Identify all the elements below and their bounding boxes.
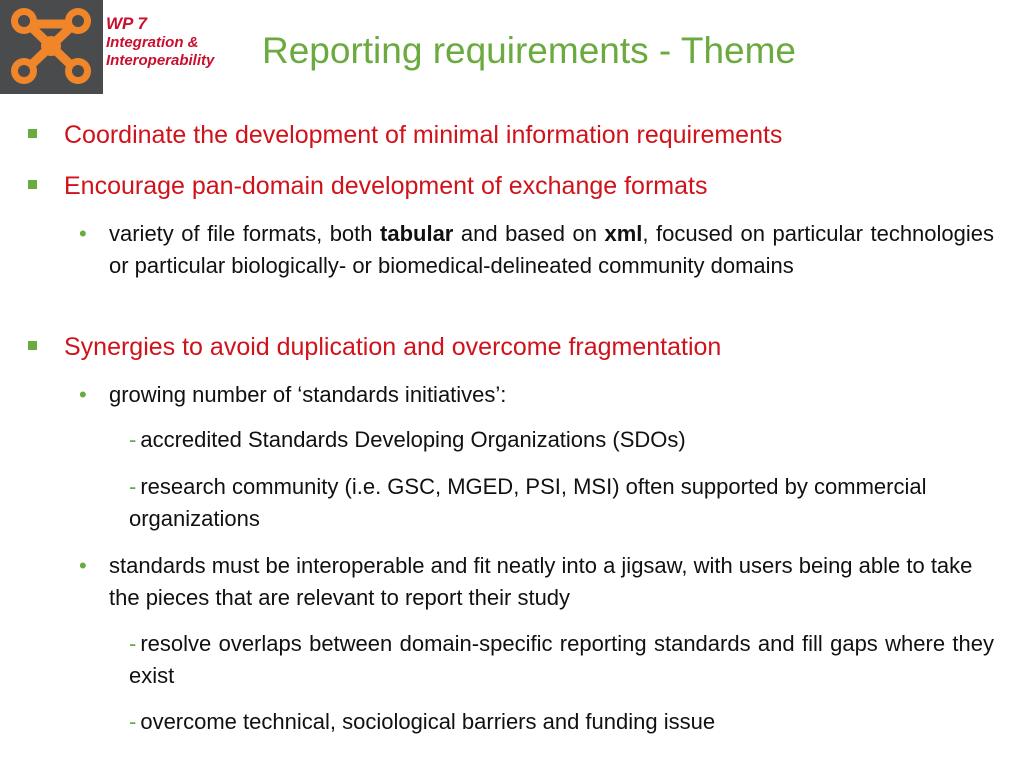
sub-bullet-text: standards must be interoperable and fit neatly into a jigsaw, with users being able to take the pieces that are relevant to report their study (109, 553, 973, 610)
dash-item (129, 706, 994, 738)
sub-bullet-text: and based on (453, 221, 605, 246)
bullet-item (64, 332, 994, 362)
bold-term: xml (604, 221, 643, 246)
bullet-text: Coordinate the development of minimal information requirements (64, 121, 783, 149)
work-package-label (106, 14, 214, 70)
dash-text: overcome technical, sociological barriers and funding issue (140, 709, 716, 734)
square-bullet-icon (28, 129, 37, 138)
dot-bullet-icon: • (79, 382, 87, 407)
slide-title: Reporting requirements - Theme (262, 30, 797, 71)
bold-term: tabular (380, 221, 454, 246)
dot-bullet-icon: • (79, 553, 87, 578)
sub-bullet-text: , focused on particular technologies or particular biologically- or biomedical-delineated community domains (109, 221, 995, 278)
bullet-text: Synergies to avoid duplication and overcome fragmentation (64, 333, 722, 361)
dash-marker: - (129, 631, 137, 656)
sub-bullet-item (79, 379, 994, 411)
dash-text: research community (i.e. GSC, MGED, PSI, MSI) often supported by commercial organizations (129, 474, 927, 531)
wp-subtitle-line2: Interoperability (106, 52, 215, 69)
dash-marker: - (129, 709, 137, 734)
dash-item (129, 471, 994, 535)
sub-bullet-item (79, 218, 995, 282)
dot-bullet-icon: • (79, 221, 87, 246)
network-nodes-icon (0, 0, 103, 94)
dash-item (129, 628, 994, 692)
logo (0, 0, 103, 94)
square-bullet-icon (28, 341, 37, 350)
dash-marker: - (129, 474, 137, 499)
wp-number: WP 7 (106, 14, 147, 33)
sub-bullet-item (79, 550, 994, 614)
square-bullet-icon (28, 180, 37, 189)
wp-subtitle-line1: Integration & (106, 34, 199, 51)
sub-bullet-text: growing number of ‘standards initiatives’: (109, 382, 507, 407)
dash-text: resolve overlaps between domain-specific reporting standards and fill gaps where they exist (129, 631, 994, 688)
bullet-item (64, 120, 994, 150)
bullet-item (64, 171, 994, 201)
dash-item (129, 424, 994, 456)
dash-text: accredited Standards Developing Organizations (SDOs) (140, 427, 686, 452)
sub-bullet-text: variety of file formats, both (109, 221, 381, 246)
dash-marker: - (129, 427, 137, 452)
bullet-text: Encourage pan-domain development of exchange formats (64, 172, 708, 200)
